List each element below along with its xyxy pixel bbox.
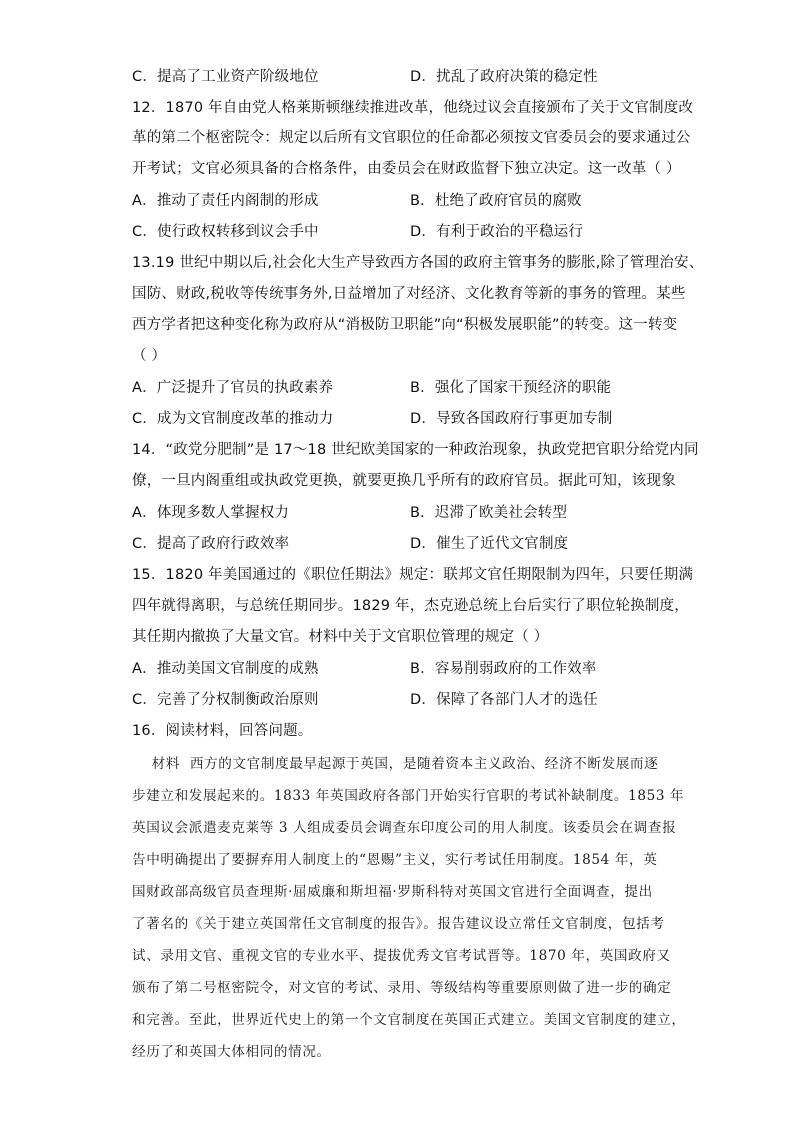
material-line-5: 国财政部高级官员查理斯·屈威廉和斯坦福·罗斯科特对英国文官进行全面调查，提出: [132, 884, 653, 900]
question-13-line-3: 西方学者把这种变化称为政府从“消极防卫职能”向“积极发展职能”的转变。这一转变: [132, 317, 678, 333]
option-a[interactable]: A．推动了责任内阁制的形成: [132, 193, 319, 209]
option-b[interactable]: B．容易削弱政府的工作效率: [410, 661, 597, 677]
option-b[interactable]: B．杜绝了政府官员的腐败: [410, 193, 582, 209]
question-15-line-1: 15．1820 年美国通过的《职位任期法》规定：联邦文官任期限制为四年，只要任期满: [132, 567, 694, 583]
option-c[interactable]: C．提高了工业资产阶级地位: [132, 69, 319, 85]
option-a[interactable]: A．广泛提升了官员的执政素养: [132, 380, 334, 396]
question-16-stem: 16．阅读材料，回答问题。: [132, 723, 313, 739]
question-14-line-1: 14．“政党分肥制”是 17～18 世纪欧美国家的一种政治现象，执政党把官职分给党内同: [132, 442, 699, 458]
material-line-9: 和完善。至此，世界近代史上的第一个文官制度在英国正式建立。美国文官制度的建立，: [132, 1012, 686, 1028]
option-a[interactable]: A．推动美国文官制度的成熟: [132, 661, 319, 677]
material-line-4: 告中明确提出了要摒弃用人制度上的“恩赐”主义，实行考试任用制度。1854 年，英: [132, 852, 658, 868]
material-line-1: 材料 西方的文官制度最早起源于英国，是随着资本主义政治、经济不断发展而逐: [132, 756, 659, 772]
material-line-6: 了著名的《关于建立英国常任文官制度的报告》。报告建议设立常任文官制度，包括考: [132, 916, 665, 932]
material-line-2: 步建立和发展起来的。1833 年英国政府各部门开始实行官职的考试补缺制度。1853 年: [132, 788, 685, 804]
option-d[interactable]: D．催生了近代文官制度: [410, 536, 569, 552]
option-d[interactable]: D．导致各国政府行事更加专制: [410, 411, 613, 427]
material-line-8: 颁布了第二号枢密院令，对文官的考试、录用、等级结构等重要原则做了进一步的确定: [132, 980, 672, 996]
question-15-line-3: 其任期内撤换了大量文官。材料中关于文官职位管理的规定（ ）: [132, 629, 549, 645]
question-14-line-2: 僚，一旦内阁重组或执政党更换，就要更换几乎所有的政府官员。据此可知，该现象: [132, 473, 676, 489]
option-d[interactable]: D．有利于政治的平稳运行: [410, 224, 584, 240]
option-a[interactable]: A．体现多数人掌握权力: [132, 505, 290, 521]
option-c[interactable]: C．使行政权转移到议会手中: [132, 224, 319, 240]
question-12-line-2: 革的第二个枢密院令：规定以后所有文官职位的任命都必须按文官委员会的要求通过公: [132, 130, 691, 146]
material-line-7: 试、录用文官、重视文官的专业水平、提拔优秀文官考试晋等。1870 年，英国政府又: [132, 948, 671, 964]
option-c[interactable]: C．完善了分权制衡政治原则: [132, 692, 319, 708]
question-13-line-1: 13.19 世纪中期以后,社会化大生产导致西方各国的政府主管事务的膨胀,除了管理治安、: [132, 255, 704, 271]
option-d[interactable]: D．保障了各部门人才的选任: [410, 692, 598, 708]
material-line-10: 经历了和英国大体相同的情况。: [132, 1044, 331, 1060]
option-c[interactable]: C．成为文官制度改革的推动力: [132, 411, 334, 427]
question-13-line-2: 国防、财政,税收等传统事务外,日益增加了对经济、文化教育等新的事务的管理。某些: [132, 286, 686, 302]
option-d[interactable]: D．扰乱了政府决策的稳定性: [410, 69, 598, 85]
option-c[interactable]: C．提高了政府行政效率: [132, 536, 290, 552]
material-line-3: 英国议会派遣麦克莱等 3 人组成委员会调查东印度公司的用人制度。该委员会在调查报: [132, 820, 677, 836]
question-12-line-3: 开考试；文官必须具备的合格条件，由委员会在财政监督下独立决定。这一改革（ ）: [132, 161, 681, 177]
question-13-line-4: （ ）: [132, 348, 167, 364]
option-b[interactable]: B．迟滞了欧美社会转型: [410, 505, 568, 521]
question-15-line-2: 四年就得离职，与总统任期同步。1829 年，杰克逊总统上台后实行了职位轮换制度，: [132, 598, 690, 614]
option-b[interactable]: B．强化了国家干预经济的职能: [410, 380, 612, 396]
question-12-line-1: 12．1870 年自由党人格莱斯顿继续推进改革，他绕过议会直接颁布了关于文官制度改: [132, 100, 694, 116]
